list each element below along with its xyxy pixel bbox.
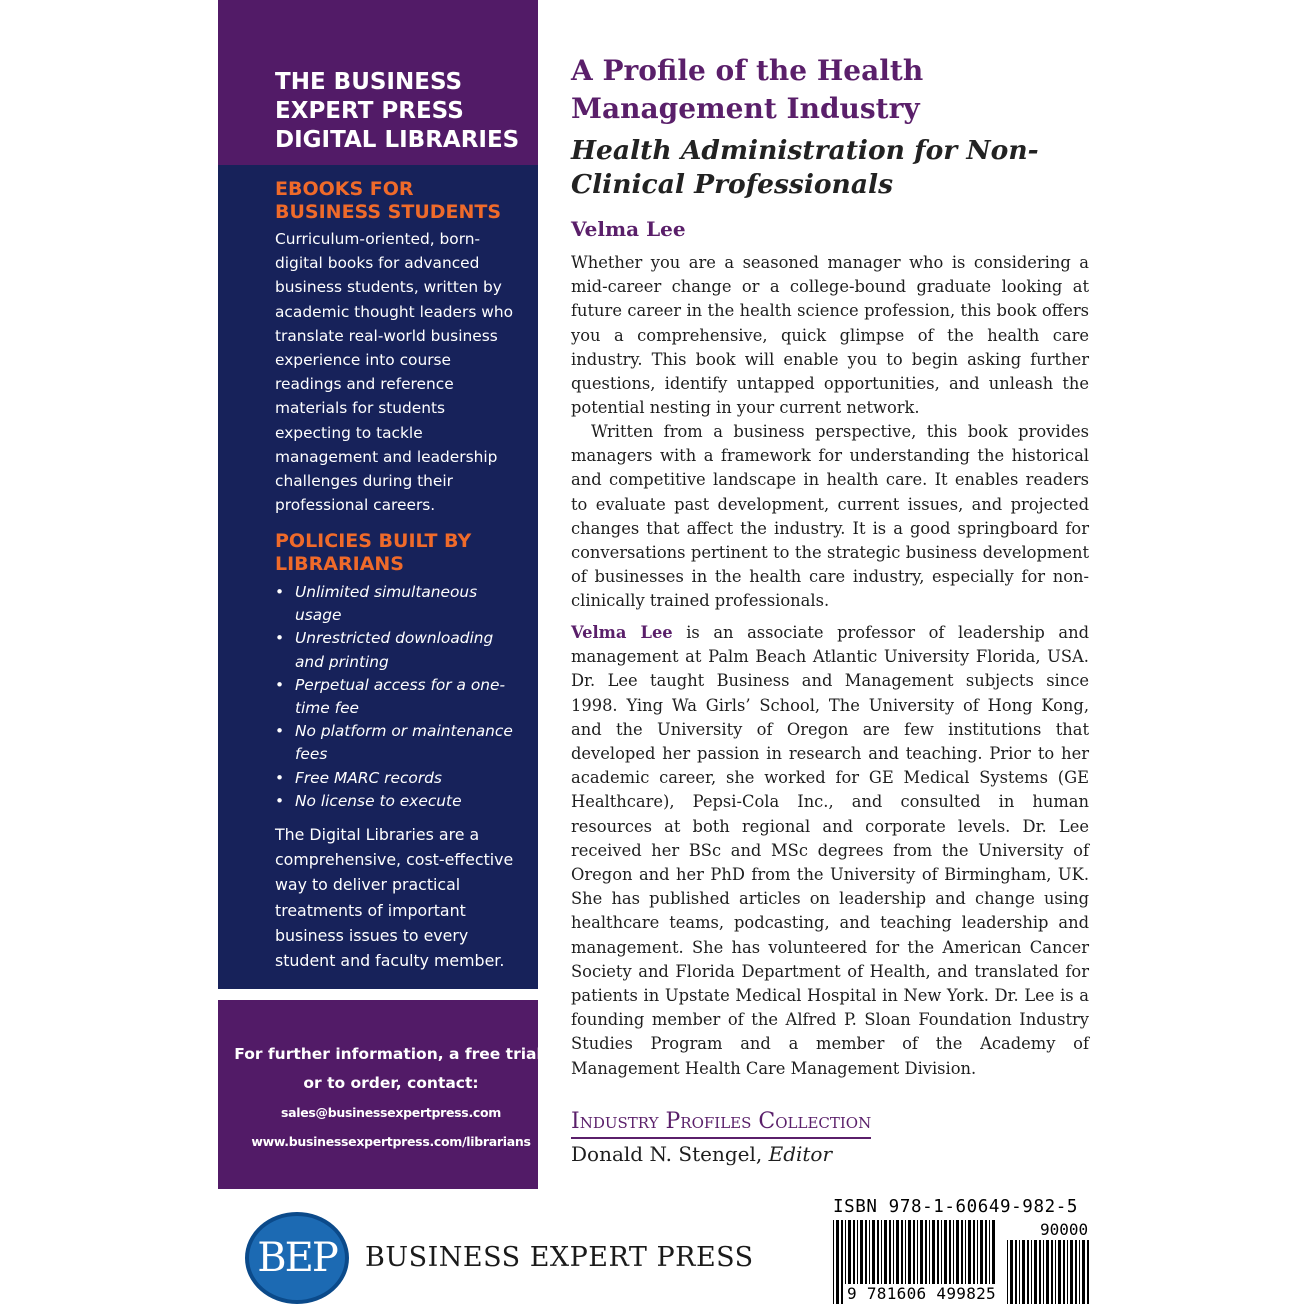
- barcode-bar: [1082, 1240, 1085, 1304]
- barcode-bar: [1019, 1240, 1020, 1304]
- barcode-digits: 9 781606 499825: [847, 1284, 996, 1303]
- bio-text: is an associate professor of leadership and management at Palm Beach Atlantic University Florida, USA. Dr. Lee taught Business and Management subjects since 1998. Ying Wa Girls’ School, The University of Hong Kong, and the University of Oregon are few institutions that developed her passion in research and teaching. Prior to her academic career, she worked for GE Medical Systems (GE Healthcare), Pepsi-Cola Inc., and consulted in human resources at both regional and corporate levels. Dr. Lee received her BSc and MSc degrees from the University of Oregon and her PhD from the University of Birmingham, UK. She has published articles on leadership and change using healthcare teams, podcasting, and teaching leadership and management. She has volunteered for the American Cancer Society and Florida Department of Health, and translated for patients in Upstate Medical Hospital in New York. Dr. Lee is a founding member of the Alfred P. Sloan Foundation Industry Studies Program and a member of the Academy of Management Health Care Management Division.: [571, 623, 1089, 1078]
- barcode-bar: [1075, 1240, 1077, 1304]
- publisher-logo: BEP: [245, 1212, 349, 1304]
- description-paragraph: Whether you are a seasoned manager who is considering a mid-career change or a college-bound graduate looking at future career in the health science profession, this book offers you a comprehensive, quick glimpse of the health care industry. This book will enable you to begin asking further questions, identify untapped opportunities, and unleash the potential nesting in your current network.: [571, 253, 1089, 418]
- isbn-number: ISBN 978-1-60649-982-5: [833, 1197, 1078, 1217]
- barcode-bar: [1043, 1240, 1044, 1304]
- contact-block: [232, 1040, 550, 1156]
- contact-url[interactable]: www.businessexpertpress.com/librarians: [251, 1134, 531, 1149]
- barcode-bar: [1034, 1240, 1037, 1304]
- barcode-bar: [1027, 1240, 1029, 1304]
- ebooks-heading: EBOOKS FOR BUSINESS STUDENTS: [275, 178, 502, 223]
- book-subtitle: Health Administration for Non-Clinical Professionals: [571, 135, 1039, 200]
- policy-item: • Free MARC records: [275, 767, 520, 790]
- publisher-name: BUSINESS EXPERT PRESS: [365, 1242, 754, 1273]
- barcode-bar: [1031, 1240, 1032, 1304]
- description-paragraph: Written from a business perspective, this book provides managers with a framework for understanding the historical and competitive landscape in health care. It enables readers to evaluate past development, current issues, and projected changes that affect the industry. It is a good springboard for conversations pertinent to the strategic business development of businesses in the health care industry, especially for non-clinically trained professionals.: [571, 422, 1089, 611]
- collection-name: Industry Profiles Collection: [571, 1109, 871, 1139]
- bio-author-name: Velma Lee: [571, 623, 673, 642]
- barcode-bar: [1010, 1240, 1013, 1304]
- barcode-bar: [1067, 1240, 1068, 1304]
- policy-item: • No license to execute: [275, 790, 520, 813]
- barcode-bar: [1039, 1240, 1041, 1304]
- contact-lead: For further information, a free trial, or to order, contact:: [234, 1045, 548, 1092]
- barcode-bar: [836, 1220, 839, 1304]
- barcode-bar: [1046, 1240, 1049, 1304]
- barcode-bar: [1070, 1240, 1073, 1304]
- barcode-bar: [1063, 1240, 1065, 1304]
- barcode-bar: [1087, 1240, 1089, 1304]
- editor-role: Editor: [768, 1142, 833, 1166]
- editor-credit: [571, 1140, 832, 1168]
- barcode-bar: [841, 1220, 843, 1304]
- barcode-bar: [1079, 1240, 1080, 1304]
- policy-item: • No platform or maintenance fees: [275, 720, 520, 766]
- barcode-addon-image: [1007, 1240, 1089, 1304]
- book-author: Velma Lee: [571, 217, 686, 241]
- closing-text: The Digital Libraries are a comprehensive, cost-effective way to deliver practical treatments of important business issues to every student and faculty member.: [275, 825, 514, 971]
- policy-item: • Unlimited simultaneous usage: [275, 581, 520, 627]
- ebooks-text: Curriculum-oriented, born-digital books for advanced business students, written by academic thought leaders who translate real-world business experience into course readings and reference materials for students expecting to tackle management and leadership challenges during their professional careers.: [275, 230, 514, 515]
- price-addon-digits: 90000: [1040, 1220, 1089, 1239]
- barcode-bar: [1051, 1240, 1053, 1304]
- library-title: THE BUSINESS EXPERT PRESS DIGITAL LIBRARIES: [275, 69, 520, 153]
- barcode-bar: [1055, 1240, 1056, 1304]
- author-bio: [571, 621, 1089, 1081]
- policy-item: • Perpetual access for a one-time fee: [275, 674, 520, 720]
- editor-name: Donald N. Stengel,: [571, 1142, 763, 1166]
- policies-heading: POLICIES BUILT BY LIBRARIANS: [275, 530, 472, 575]
- contact-email[interactable]: sales@businessexpertpress.com: [280, 1105, 502, 1120]
- policy-item: • Unrestricted downloading and printing: [275, 627, 520, 673]
- barcode-bar: [1058, 1240, 1061, 1304]
- barcode-bar: [1015, 1240, 1017, 1304]
- barcode-bar: [1007, 1240, 1008, 1304]
- barcode-bar: [1022, 1240, 1025, 1304]
- book-title: A Profile of the Health Management Industry: [571, 54, 924, 125]
- barcode-bar: [833, 1220, 834, 1304]
- policies-list: [275, 581, 520, 813]
